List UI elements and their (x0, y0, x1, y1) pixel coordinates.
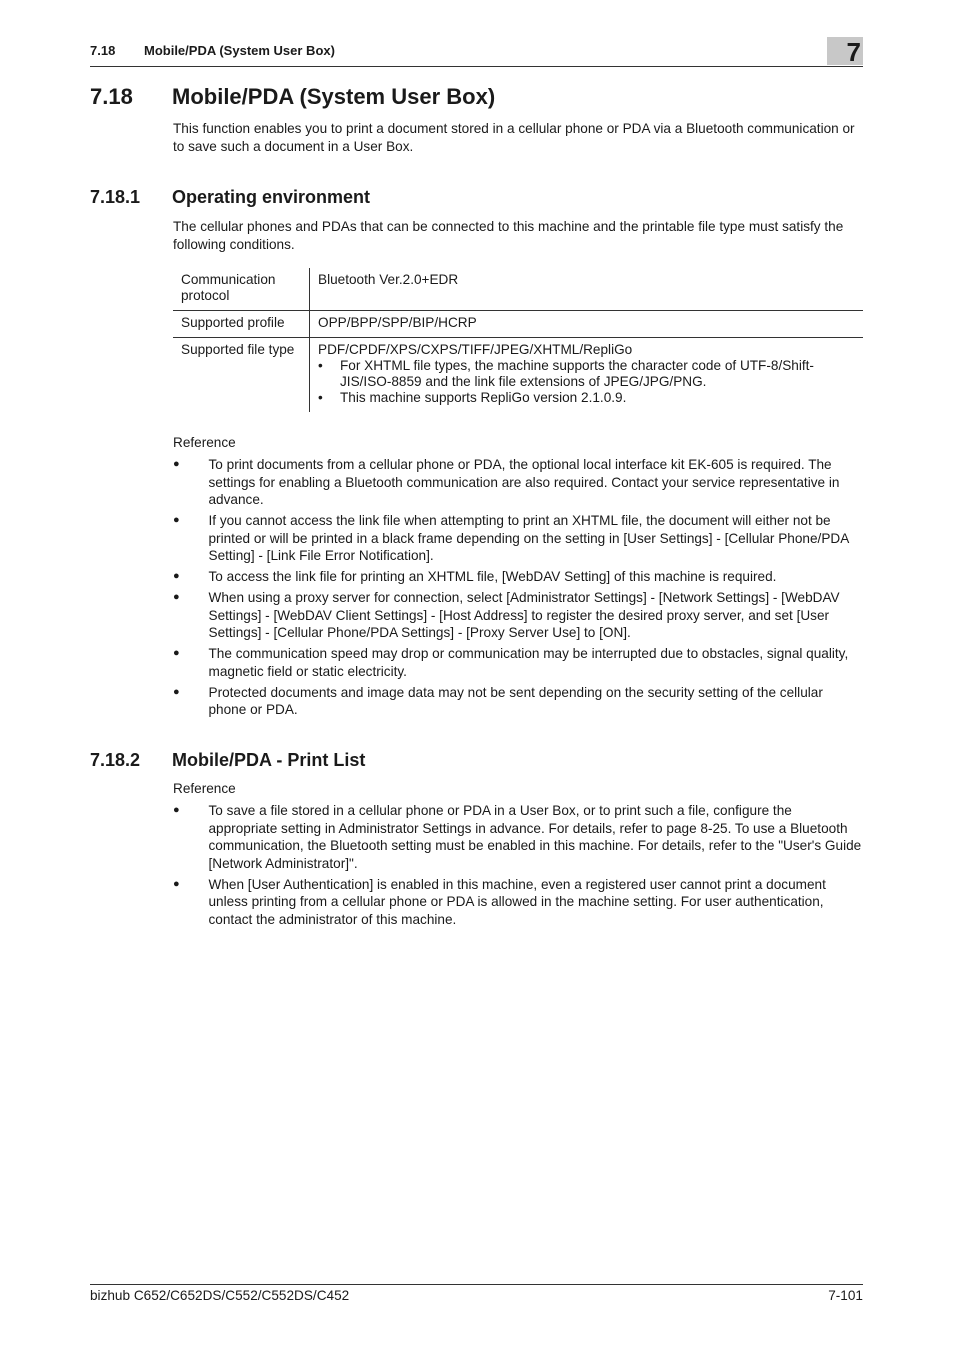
table-cell-label: Communication protocol (173, 268, 310, 311)
list-item (318, 390, 855, 406)
bullet-icon: ● (173, 647, 180, 659)
table-cell-label: Supported profile (173, 311, 310, 338)
bullet-icon: • (318, 358, 323, 373)
subsection-title: Mobile/PDA - Print List (172, 750, 366, 770)
reference-list (173, 802, 863, 932)
reference-text: When [User Authentication] is enabled in this machine, even a registered user cannot print a document unless printing from a cellular phone or PDA is allowed in the machine setting. For user authentication, contact the administrator of this machine. (208, 876, 826, 927)
list-item (173, 589, 863, 642)
reference-label: Reference (173, 435, 236, 450)
reference-label: Reference (173, 781, 236, 796)
bullet-icon: ● (173, 591, 180, 603)
header-section-title: Mobile/PDA (System User Box) (144, 43, 335, 58)
list-item (173, 876, 863, 929)
list-item (173, 684, 863, 719)
reference-text: If you cannot access the link file when attempting to print an XHTML file, the document will either not be printed or will be printed in a black frame depending on the setting in [User Settings] - [Cellular Phone/PDA Setting] - [Link File Error Notification]. (208, 513, 849, 563)
header-section-number: 7.18 (90, 43, 116, 58)
bullet-icon: • (318, 390, 323, 405)
footer-page-number: 7-101 (828, 1288, 863, 1303)
section-heading (90, 84, 495, 110)
subsection-heading-operating-environment (90, 187, 370, 208)
subsection-title: Operating environment (172, 187, 371, 207)
subsection-number: 7.18.2 (90, 750, 141, 770)
reference-text: When using a proxy server for connection, select [Administrator Settings] - [Network Settings] - [WebDAV Settings] - [WebDAV Client Settings] - [Host Address] to register the desired proxy server, and set [User Settings] - [Cellular Phone/PDA Settings] - [Proxy Server Use] to [ON]. (208, 590, 840, 640)
table-cell-value (310, 338, 864, 413)
reference-text: Protected documents and image data may not be sent depending on the security setting of the cellular phone or PDA. (208, 684, 823, 717)
operating-environment-table (173, 268, 863, 412)
reference-text: To save a file stored in a cellular phone or PDA in a User Box, or to print such a file, configure the appropriate setting in Administrator Settings in advance. For details, refer to page 8-25. To use a Bluetooth communication, the Bluetooth setting must be enabled in this machine. For details, refer to the "User's Guide [Network Administrator]". (208, 803, 862, 871)
chapter-number-tab: 7 (827, 37, 863, 65)
reference-text: To access the link file for printing an XHTML file, [WebDAV Setting] of this machine is required. (208, 569, 777, 584)
bullet-icon: ● (173, 570, 180, 582)
note-text: For XHTML file types, the machine supports the character code of UTF-8/Shift-JIS/ISO-8859 and the link file extensions of JPEG/JPG/PNG. (340, 358, 814, 389)
subsection-number: 7.18.1 (90, 187, 141, 207)
bullet-icon: ● (173, 458, 180, 470)
bullet-icon: ● (173, 804, 180, 816)
bullet-icon: ● (173, 685, 180, 698)
table-cell-label: Supported file type (173, 338, 310, 413)
subsection-intro: The cellular phones and PDAs that can be connected to this machine and the printable file type must satisfy the following conditions. (173, 219, 844, 252)
reference-text: The communication speed may drop or communication may be interrupted due to obstacles, signal quality, magnetic field or static electricity. (208, 646, 849, 679)
table-cell-value: Bluetooth Ver.2.0+EDR (310, 268, 864, 311)
list-item (173, 456, 863, 509)
bullet-icon: ● (173, 514, 180, 526)
section-number: 7.18 (90, 84, 133, 109)
footer-model-name: bizhub C652/C652DS/C552/C552DS/C452 (90, 1288, 350, 1303)
table-row (173, 268, 863, 311)
page-footer (90, 1284, 863, 1303)
table-row (173, 311, 863, 338)
note-text: This machine supports RepliGo version 2.1.0.9. (340, 390, 627, 405)
section-intro: This function enables you to print a document stored in a cellular phone or PDA via a Bluetooth communication or to save such a document in a User Box. (173, 121, 855, 154)
subsection-heading-print-list (90, 750, 365, 771)
list-item (173, 645, 863, 680)
list-item (318, 358, 855, 390)
list-item (173, 512, 863, 565)
table-row (173, 338, 863, 413)
bullet-icon: ● (173, 877, 180, 890)
list-item (173, 802, 863, 872)
section-title: Mobile/PDA (System User Box) (172, 84, 496, 109)
table-cell-value: OPP/BPP/SPP/BIP/HCRP (310, 311, 864, 338)
running-header (90, 37, 863, 67)
file-type-list: PDF/CPDF/XPS/CXPS/TIFF/JPEG/XHTML/RepliGo (318, 342, 633, 357)
reference-text: To print documents from a cellular phone or PDA, the optional local interface kit EK-605 is required. The settings for enabling a Bluetooth communication are also required. Contact your service representative in advance. (208, 457, 840, 507)
reference-list (173, 456, 863, 722)
file-type-notes (318, 358, 855, 406)
list-item (173, 568, 863, 586)
